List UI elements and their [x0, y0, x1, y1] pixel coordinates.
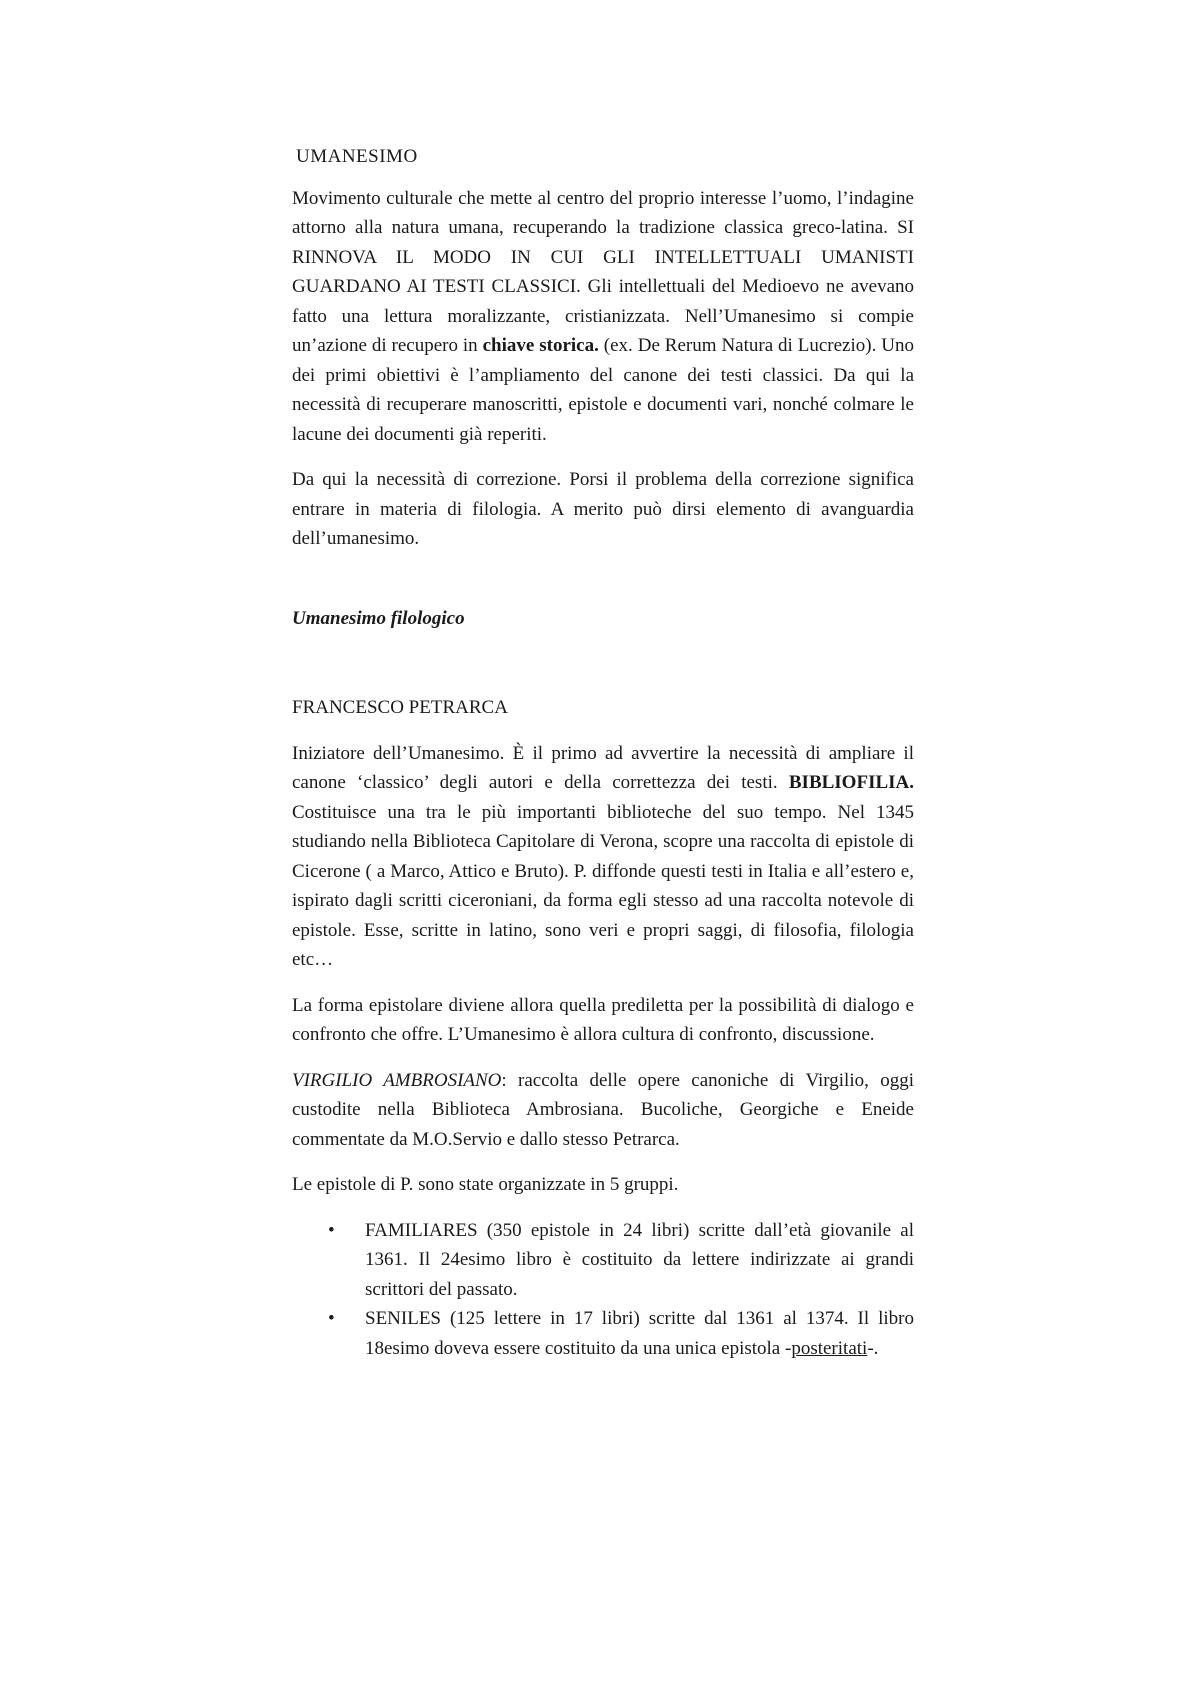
list-item-text-end: -.: [867, 1337, 879, 1359]
page-title: UMANESIMO: [296, 146, 418, 167]
bullet-icon: •: [328, 1219, 335, 1241]
petrarca-paragraph-1: [292, 739, 914, 975]
bibliofilia-bold: BIBLIOFILIA.: [788, 772, 914, 793]
petrarca-text-3: : raccolta delle opere canoniche di Virgilio, oggi custodite nella Biblioteca Ambrosiana. Bucoliche, Georgiche e Eneide commentate da M.O.Servio e dallo stesso Petrarca.: [292, 1069, 914, 1150]
intro-paragraph-2: Da qui la necessità di correzione. Porsi il problema della correzione significa entrare in materia di filologia. A merito può dirsi elemento di avanguardia dell’umanesimo.: [292, 469, 914, 549]
document-page: [292, 142, 914, 1363]
petrarca-paragraph-3: [292, 1066, 914, 1155]
intro-paragraph-1: [292, 184, 914, 450]
section-heading-petrarca: FRANCESCO PETRARCA: [292, 697, 508, 718]
posteritati-underlined: posteritati: [791, 1337, 868, 1359]
intro-text-1a: Movimento culturale che mette al centro del proprio interesse l’uomo, l’indagine attorno alla natura umana, recuperando la tradizione classica greco-latina. SI RINNOVA IL MODO IN CUI GLI INTELLETTUALI UMANISTI GUARDANO AI TESTI CLASSICI. Gli intellettuali del Medioevo ne avevano fatto una lettura moralizzante, cristianizzata. Nell’Umanesimo si compie un’azione di recupero in: [292, 187, 914, 356]
petrarca-text-1a: Iniziatore dell’Umanesimo. È il primo ad avvertire la necessità di ampliare il canone ‘classico’ degli autori e della correttezza dei testi.: [292, 742, 914, 793]
petrarca-paragraph-4: Le epistole di P. sono state organizzate in 5 gruppi.: [292, 1174, 679, 1195]
petrarca-paragraph-2: La forma epistolare diviene allora quella prediletta per la possibilità di dialogo e confronto che offre. L’Umanesimo è allora cultura di confronto, discussione.: [292, 994, 914, 1045]
intro-text-1b: (ex. De Rerum Natura di Lucrezio). Uno dei primi obiettivi è l’ampliamento del canone dei testi classici. Da qui la necessità di recuperare manoscritti, epistole e documenti vari, nonché colmare le lacune dei documenti già reperiti.: [292, 335, 914, 445]
section-subheading: Umanesimo filologico: [292, 607, 465, 629]
list-item: [292, 1304, 914, 1363]
bullet-icon: •: [328, 1308, 335, 1329]
list-item-text: SENILES (125 lettere in 17 libri) scritte dal 1361 al 1374. Il libro 18esimo doveva essere costituito da una unica epistola -: [365, 1308, 914, 1359]
petrarca-text-1b: Costituisce una tra le più importanti biblioteche del suo tempo. Nel 1345 studiando nella Biblioteca Capitolare di Verona, scopre una raccolta di epistole di Cicerone ( a Marco, Attico e Bruto). P. diffonde questi testi in Italia e all’estero e, ispirato dagli scritti ciceroniani, da forma egli stesso ad una raccolta notevole di epistole. Esse, scritte in latino, sono veri e propri saggi, di filosofia, filologia etc…: [292, 801, 914, 970]
virgilio-ambrosiano-italic: VIRGILIO AMBROSIANO: [292, 1069, 502, 1091]
list-item-text: FAMILIARES (350 epistole in 24 libri) scritte dall’età giovanile al 1361. Il 24esimo libro è costituito da lettere indirizzate ai grandi scrittori del passato.: [365, 1219, 914, 1300]
intro-bold-phrase: chiave storica.: [482, 335, 599, 356]
epistole-list: [292, 1216, 914, 1364]
list-item: [292, 1216, 914, 1305]
